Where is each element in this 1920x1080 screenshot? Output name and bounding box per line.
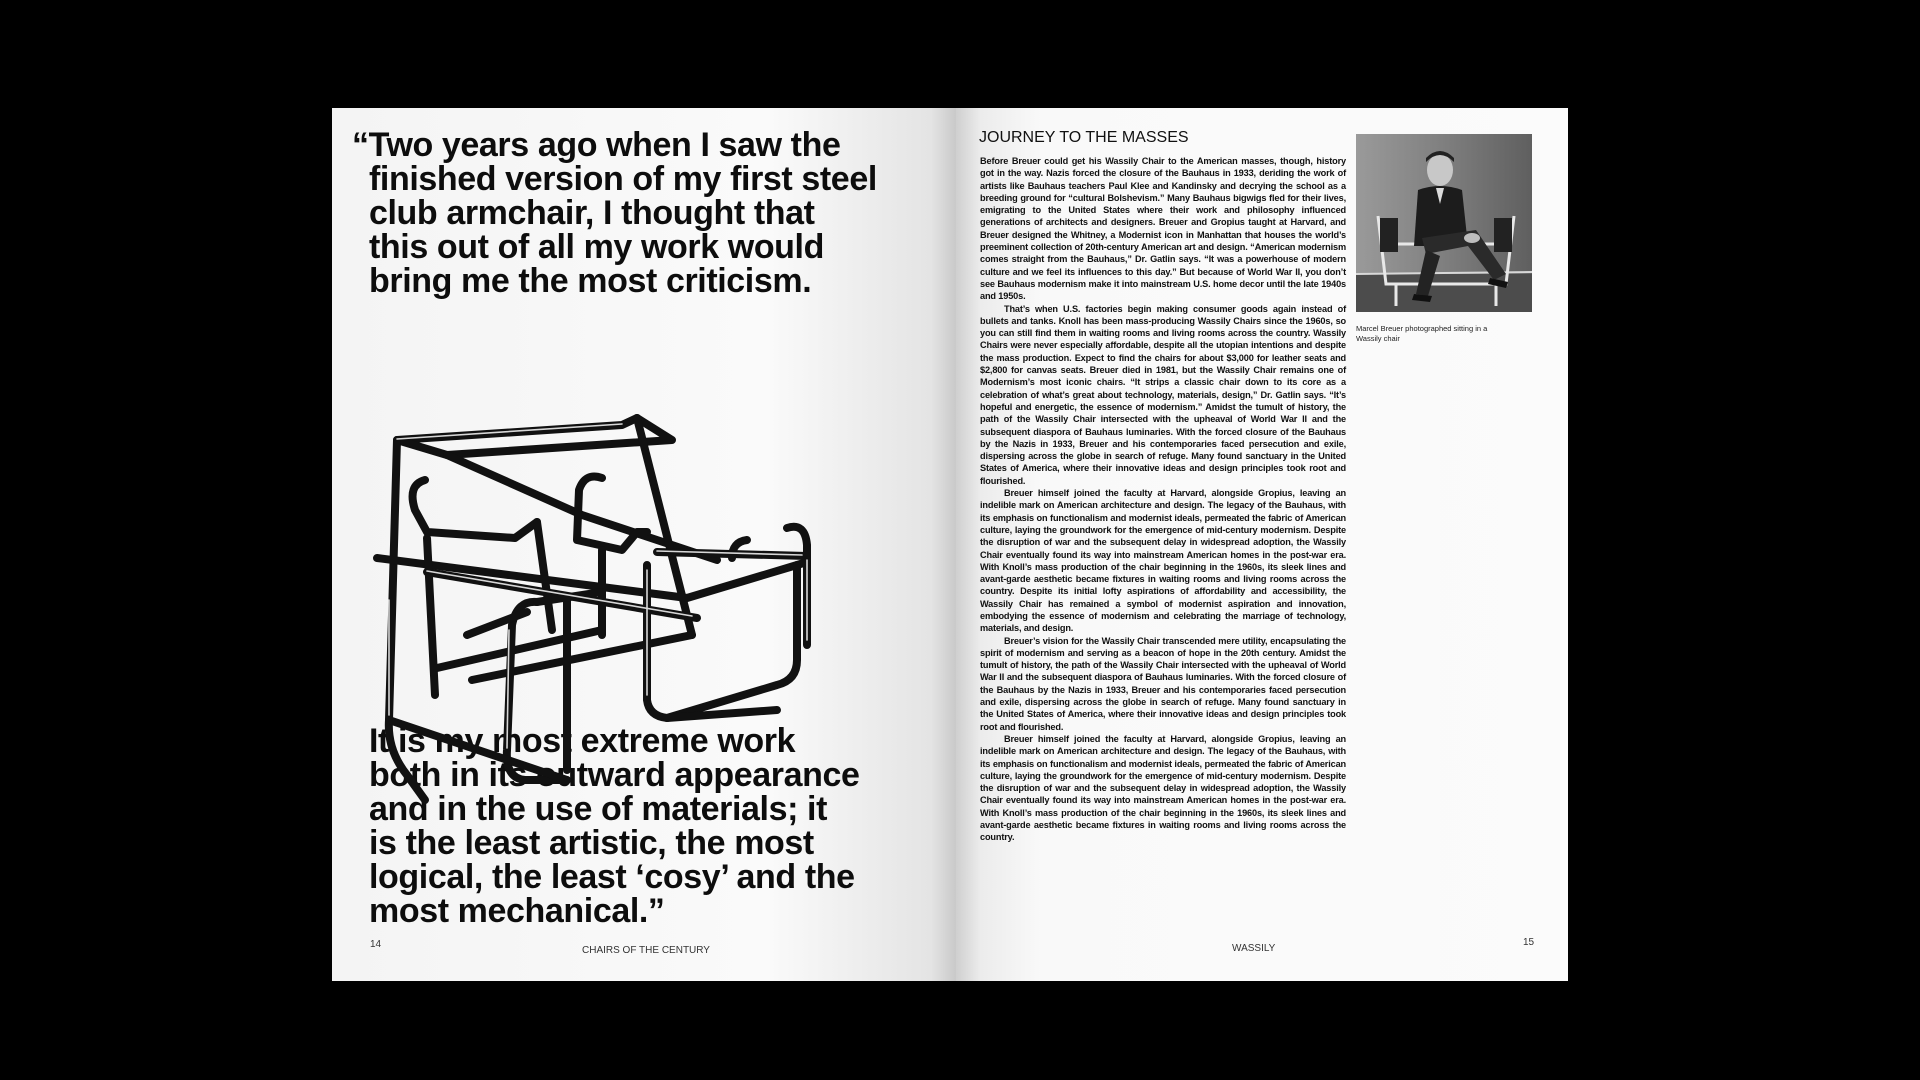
paragraph: Breuer himself joined the faculty at Harvard, alongside Gropius, leaving an indelible mark on American architecture and design. The legacy of the Bauhaus, with its emphasis on functionalism and modernist ideals, permeated the fabric of American culture, laying the groundwork for the emergence of mid-century modernism. Despite the disruption of war and the subsequent delay in widespread adoption, the Wassily Chair eventually found its way into mainstream American homes in the post-war era. With Knoll’s mass production of the chair beginning in the 1960s, its sleek lines and avant-garde aesthetic became fixtures in waiting rooms and living rooms across the country.: [980, 733, 1346, 843]
running-title-left: CHAIRS OF THE CENTURY: [582, 945, 710, 956]
page-number-left: 14: [370, 939, 382, 950]
quote-line: is the least artistic, the most: [369, 824, 814, 862]
paragraph: Breuer’s vision for the Wassily Chair transcended mere utility, encapsulating the spirit of modernism and serving as a beacon of hope in the 20th century. Amidst the tumult of history, the path of the Wassily Chair intersected with the upheaval of World War II and the subsequent diaspora of Bauhaus luminaries. With the forced closure of the Bauhaus by the Nazis in 1933, Breuer and his contemporaries faced persecution and exile, dispersing across the globe in search of refuge. Many found sanctuary in the United States of America, where their innovative ideas and design principles took root and flourished.: [980, 635, 1346, 732]
section-title: JOURNEY TO THE MASSES: [979, 129, 1189, 146]
quote-line: club armchair, I thought that: [369, 194, 815, 232]
quote-line: most mechanical.”: [369, 892, 665, 930]
quote-line: “Two years ago when I saw the: [352, 126, 841, 164]
quote-line: bring me the most criticism.: [369, 262, 812, 300]
pull-quote-top: [352, 128, 952, 298]
quote-line: and in the use of materials; it: [369, 790, 828, 828]
paragraph: Breuer himself joined the faculty at Harvard, alongside Gropius, leaving an indelible mark on American architecture and design. The legacy of the Bauhaus, with its emphasis on functionalism and modernist ideals, permeated the fabric of American culture, laying the groundwork for the emergence of mid-century modernism. Despite the disruption of war and the subsequent delay in widespread adoption, the Wassily Chair eventually found its way into mainstream American homes in the post-war era. With Knoll’s mass production of the chair beginning in the 1960s, its sleek lines and avant-garde aesthetic became fixtures in waiting rooms and living rooms across the country. Despite its initial lofty aspirations of affordability and accessibility, the Wassily Chair has remained a symbol of modernist aspiration and innovation, embodying the essence of modernism and celebrating the marriage of technology, materials, and design.: [980, 488, 1346, 634]
breuer-photo: [1356, 134, 1532, 312]
paragraph: Before Breuer could get his Wassily Chair to the American masses, though, history got in the way. Nazis forced the closure of the Bauhaus in 1933, deriding the work of artists like Bauhaus teachers Paul Klee and Kandinsky and decrying the school as a breeding ground for “cultural Bolshevism.” Many Bauhaus bigwigs fled for their lives, emigrating to the United States where their work and philosophy influenced generations of architects and designers. Breuer and Gropius taught at Harvard, and Breuer designed the Whitney, a Modernist icon in Manhattan that houses the world’s preeminent collection of 20th-century American art and design. “American modernism comes straight from the Bauhaus,” Dr. Gatlin says. “It was a powerhouse of modern culture and we feel its influences to this day.” But because of World War II, you don’t see Bauhaus modernism make it into mainstream U.S. home decor until the late 1940s and 1950s.: [980, 156, 1346, 302]
paragraph: That’s when U.S. factories begin making consumer goods again instead of bullets and tanks. Knoll has been mass-producing Wassily Chairs since the 1960s, so you can still find them in waiting rooms and living rooms across the country. Wassily Chairs were never especially affordable, despite all the utopian intentions and despite the mass production. Expect to find the chairs for about $3,000 for leather seats and $2,800 for canvas seats. Breuer died in 1981, but the Wassily Chair remains one of Modernism’s most iconic chairs. “It strips a classic chair down to its core as a celebration of what’s great about technology, materials, design,” Dr. Gatlin says. “It’s hopeful and energetic, the essence of modernism.” Amidst the tumult of history, the path of the Wassily Chair intersected with the upheaval of World War II and the subsequent diaspora of Bauhaus luminaries. With the forced closure of the Bauhaus by the Nazis in 1933, Breuer and his contemporaries faced persecution and exile, dispersing across the globe in search of refuge. Many found sanctuary in the United States of America, where their innovative ideas and design principles took root and flourished.: [980, 303, 1346, 486]
quote-line: logical, the least ‘cosy’ and the: [369, 858, 855, 896]
photo-caption: Marcel Breuer photographed sitting in a Wassily chair: [1356, 324, 1488, 343]
wassily-chair-illustration: [367, 300, 947, 880]
quote-line: It is my most extreme work: [369, 722, 796, 760]
running-title-right: WASSILY: [1232, 943, 1276, 954]
quote-line: this out of all my work would: [369, 228, 824, 266]
breuer-photo-illustration: [1356, 134, 1532, 312]
right-page: [956, 108, 1568, 981]
quote-line: finished version of my first steel: [369, 160, 877, 198]
page-number-right: 15: [1523, 937, 1535, 948]
quote-line: both in its outward appearance: [369, 756, 860, 794]
left-page: [332, 108, 956, 981]
article-body: [980, 155, 1346, 844]
